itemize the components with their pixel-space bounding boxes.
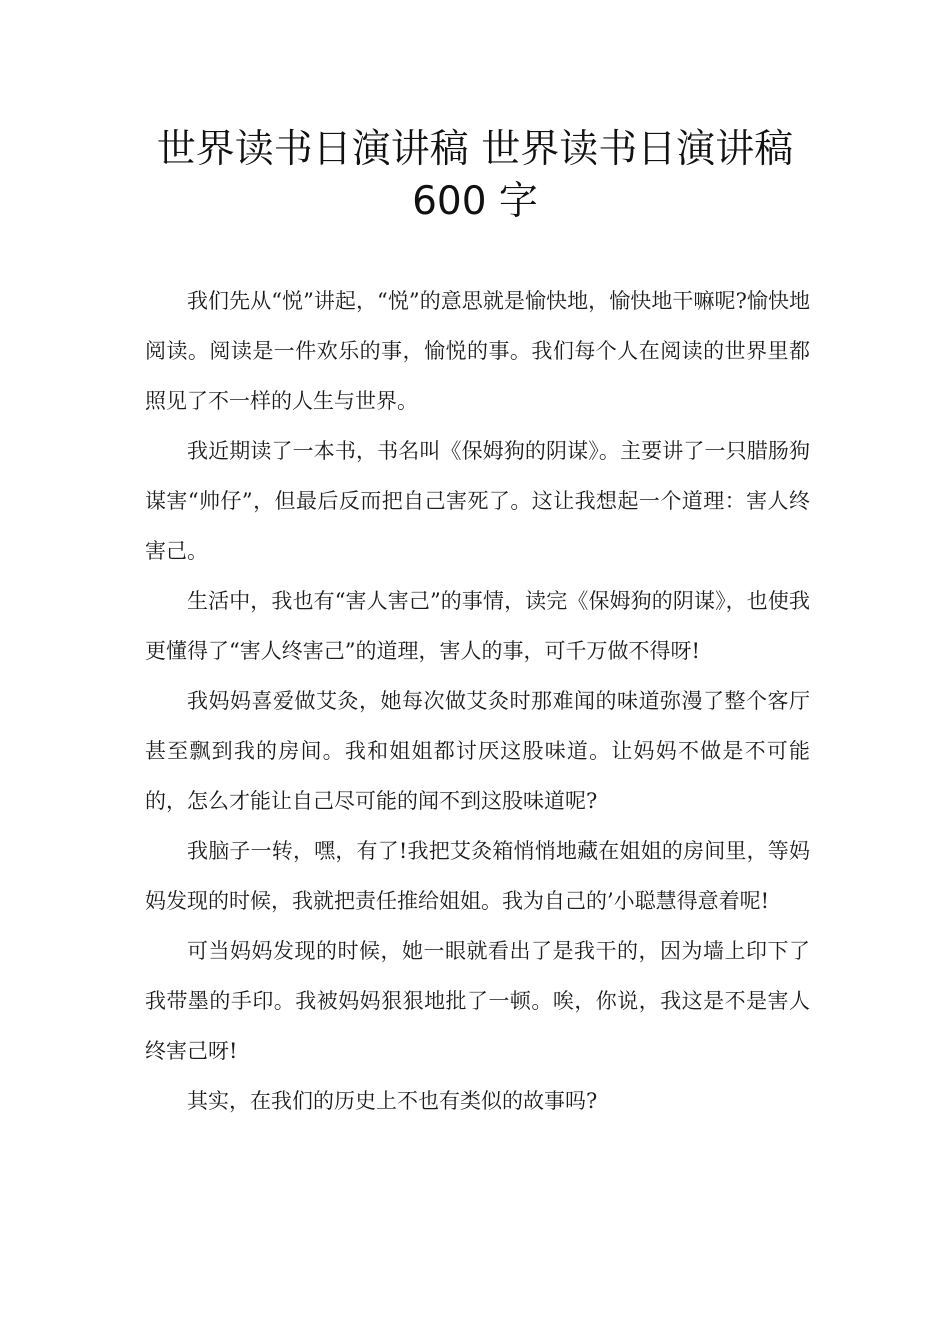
- paragraph-4: 我妈妈喜爱做艾灸，她每次做艾灸时那难闻的味道弥漫了整个客厅甚至飘到我的房间。我和姐姐都讨厌这股味道。让妈妈不做是不可能的，怎么才能让自己尽可能的闻不到这股味道呢?: [145, 689, 810, 813]
- paragraph-2: 我近期读了一本书，书名叫《保姆狗的阴谋》。主要讲了一只腊肠狗谋害“帅仔”，但最后反而把自己害死了。这让我想起一个道理：害人终害己。: [145, 439, 810, 563]
- title-line-2: 600 字: [412, 179, 538, 224]
- page-title: [120, 124, 830, 228]
- document-body: [145, 276, 810, 1126]
- paragraph-7: 其实，在我们的历史上不也有类似的故事吗?: [187, 1089, 598, 1113]
- paragraph-5: 我脑子一转，嘿，有了!我把艾灸箱悄悄地藏在姐姐的房间里，等妈妈发现的时候，我就把责任推给姐姐。我为自己的’小聪慧得意着呢!: [145, 839, 810, 913]
- paragraph-6: 可当妈妈发现的时候，她一眼就看出了是我干的，因为墙上印下了我带墨的手印。我被妈妈狠狠地批了一顿。唉，你说，我这是不是害人终害己呀!: [145, 939, 810, 1063]
- title-line-1: 世界读书日演讲稿 世界读书日演讲稿: [156, 127, 794, 172]
- paragraph-3: 生活中，我也有“害人害己”的事情，读完《保姆狗的阴谋》，也使我更懂得了“害人终害己”的道理，害人的事，可千万做不得呀!: [145, 589, 810, 663]
- paragraph-1: 我们先从“悦”讲起，“悦”的意思就是愉快地，愉快地干嘛呢?愉快地阅读。阅读是一件欢乐的事，愉悦的事。我们每个人在阅读的世界里都照见了不一样的人生与世界。: [145, 289, 810, 413]
